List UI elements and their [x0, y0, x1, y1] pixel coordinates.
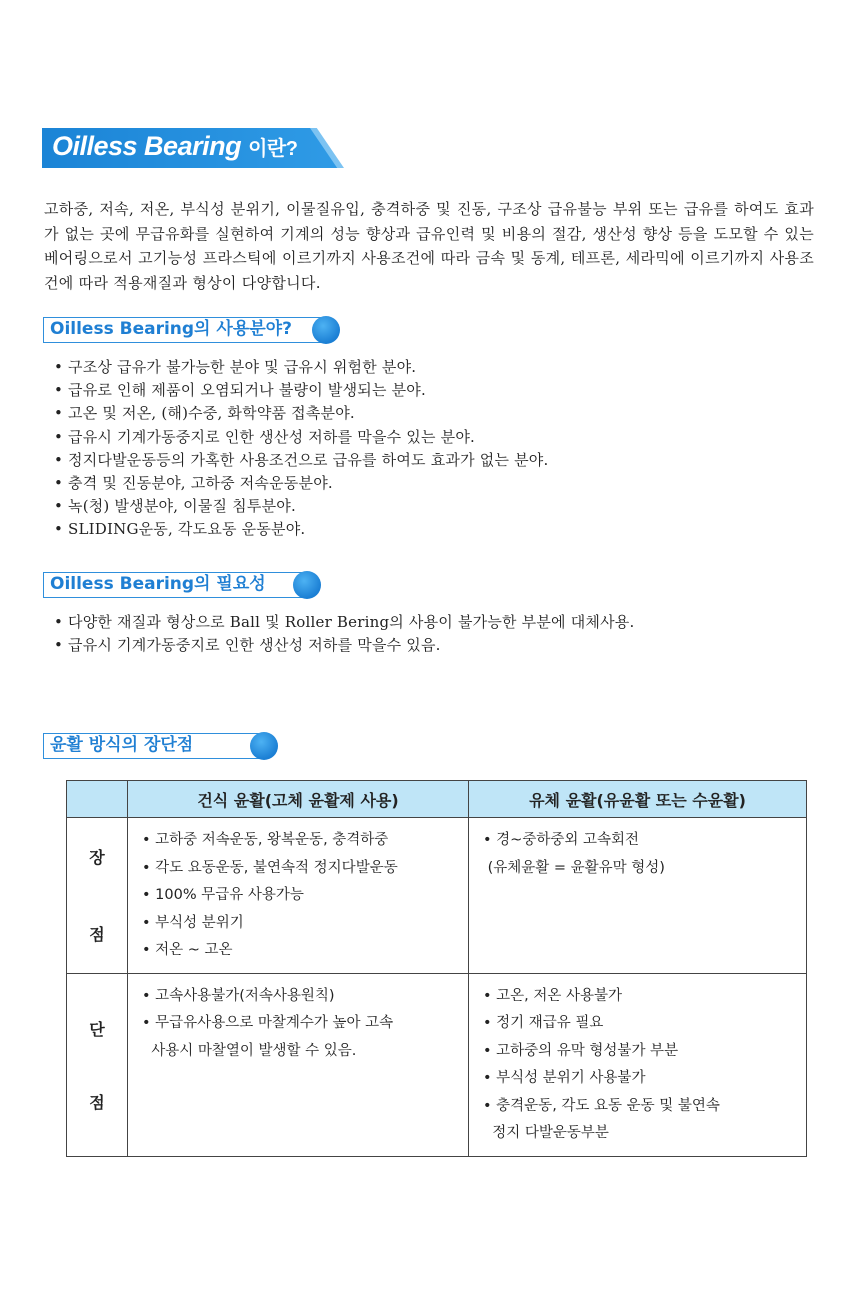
row-label-cons: 단 점	[67, 973, 128, 1156]
list-item: • SLIDING운동, 각도요동 운동분야.	[54, 520, 306, 539]
section-header-lubrication	[43, 733, 265, 759]
list-item: • 급유로 인해 제품이 오염되거나 불량이 발생되는 분야.	[54, 381, 426, 400]
usage-list	[54, 356, 548, 542]
list-item: • 고온 및 저온, (해)수중, 화학약품 접촉분야.	[54, 404, 355, 423]
list-item: • 급유시 기계가동중지로 인한 생산성 저하를 막을수 있음.	[54, 636, 441, 655]
list-item: • 급유시 기계가동중지로 인한 생산성 저하를 막을수 있는 분야.	[54, 427, 475, 446]
table-row-pros	[67, 818, 807, 974]
section-title-necessity: Oilless Bearing의 필요성	[50, 574, 266, 594]
cell-pros-fluid: • 경~중하중외 고속회전 (유체윤활 = 윤활유막 형성)	[469, 818, 807, 974]
section-header-necessity	[43, 572, 308, 598]
table-row-cons	[67, 973, 807, 1156]
list-item: • 정지다발운동등의 가혹한 사용조건으로 급유를 하여도 효과가 없는 분야.	[54, 450, 549, 469]
column-header-dry: 건식 윤활(고체 윤활제 사용)	[128, 781, 469, 818]
intro-paragraph: 고하중, 저속, 저온, 부식성 분위기, 이물질유입, 충격하중 및 진동, 구조상 급유불능 부위 또는 급유를 하여도 효과가 없는 곳에 무급유화를 실현하여 기계의 성능 향상과 급유인력 및 비용의 절감, 생산성 향상 등을 도모할 수 있는 베어링으로서 고기능성 프라스틱에 이르기까지 사용조건에 따라 금속 및 동계, 테프론, 세라믹에 이르기까지 사용조건에 따라 적용재질과 형상이 다양합니다.	[44, 200, 814, 292]
lubrication-table	[66, 780, 807, 1157]
page-title-suffix: 이란?	[248, 138, 298, 160]
section-header-usage	[43, 317, 327, 343]
list-item: • 구조상 급유가 불가능한 분야 및 급유시 위험한 분야.	[54, 358, 417, 376]
section-dot-icon	[250, 732, 278, 760]
list-item: • 녹(청) 발생분야, 이물질 침투분야.	[54, 497, 296, 516]
cell-cons-dry: • 고속사용불가(저속사용원칙) • 무급유사용으로 마찰계수가 높아 고속 사용시 마찰열이 발생할 수 있음.	[128, 973, 469, 1156]
cell-pros-dry: • 고하중 저속운동, 왕복운동, 충격하중 • 각도 요동운동, 불연속적 정지다발운동 • 100% 무급유 사용가능 • 부식성 분위기 • 저온 ~ 고온	[128, 818, 469, 974]
list-item: • 다양한 재질과 형상으로 Ball 및 Roller Bering의 사용이 불가능한 부분에 대체사용.	[54, 613, 635, 631]
section-title-usage: Oilless Bearing의 사용분야?	[50, 319, 292, 339]
section-dot-icon	[312, 316, 340, 344]
page-title-main: Oilless Bearing	[52, 131, 242, 161]
column-header-fluid: 유체 윤활(유윤활 또는 수윤활)	[469, 781, 807, 818]
list-item: • 충격 및 진동분야, 고하중 저속운동분야.	[54, 474, 333, 493]
page-title	[52, 131, 297, 162]
row-label-pros: 장 점	[67, 818, 128, 974]
table-corner-cell	[67, 781, 128, 818]
table-header-row	[67, 781, 807, 818]
necessity-list	[54, 611, 634, 657]
cell-cons-fluid: • 고온, 저온 사용불가 • 정기 재급유 필요 • 고하중의 유막 형성불가 부분 • 부식성 분위기 사용불가 • 충격운동, 각도 요동 운동 및 불연속 정지 다발운동부분	[469, 973, 807, 1156]
section-title-lubrication: 윤활 방식의 장단점	[50, 735, 194, 755]
section-dot-icon	[293, 571, 321, 599]
